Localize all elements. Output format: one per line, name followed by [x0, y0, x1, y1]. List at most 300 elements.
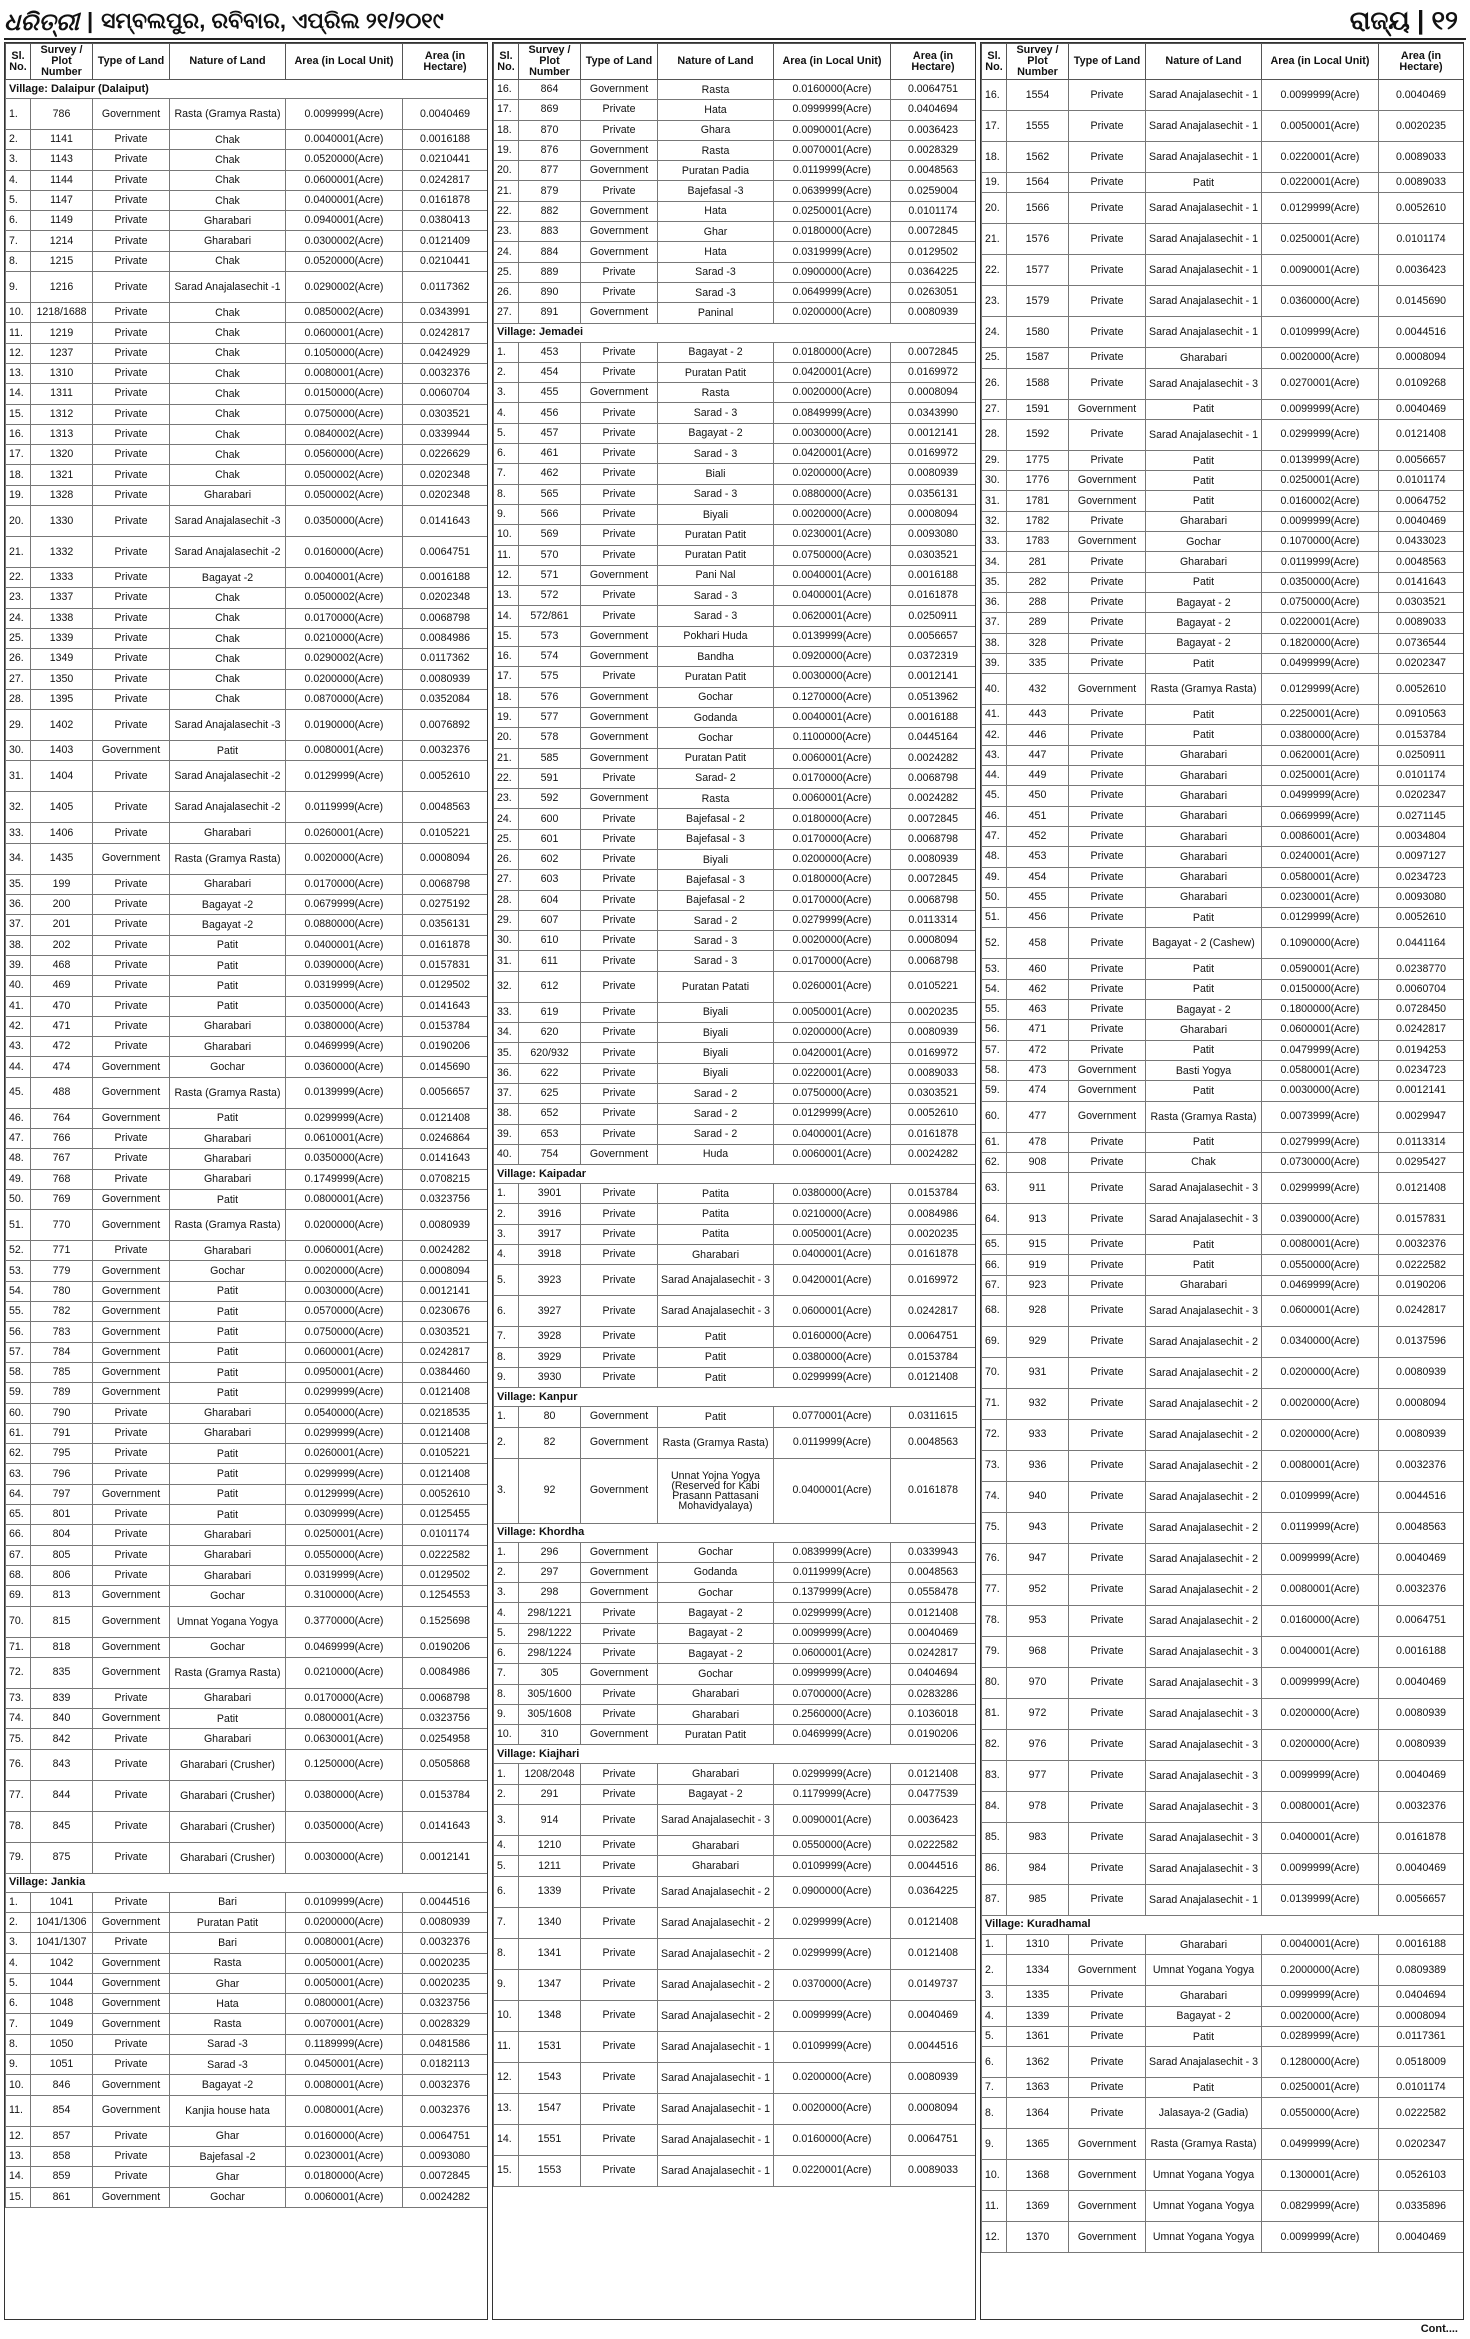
cell-land-nature: Sarad Anajalasechit - 2 [1146, 1388, 1262, 1419]
village-name: Village: Jankia [6, 1873, 488, 1892]
cell-area-local: 0.0750000(Acre) [774, 1083, 891, 1103]
cell-sl-no: 58. [6, 1362, 31, 1382]
cell-area-hectare: 0.0242817 [403, 323, 488, 343]
cell-area-hectare: 0.0380413 [403, 211, 488, 231]
cell-land-nature: Patit [658, 1327, 774, 1347]
cell-area-local: 0.0200000(Acre) [286, 1210, 403, 1241]
table-row [494, 626, 976, 646]
cell-area-hectare: 0.0032376 [403, 741, 488, 761]
cell-area-local: 0.0299999(Acre) [286, 1423, 403, 1443]
cell-area-hectare: 0.0032376 [403, 363, 488, 383]
cell-sl-no: 68. [982, 1295, 1007, 1326]
cell-sl-no: 74. [6, 1709, 31, 1729]
village-heading-row [494, 1745, 976, 1764]
cell-plot-number: 462 [519, 464, 581, 484]
cell-sl-no: 40. [6, 976, 31, 996]
cell-area-local: 0.0119999(Acre) [774, 1562, 891, 1582]
column-header-area-hectare: Area (in Hectare) [1379, 44, 1464, 80]
cell-land-nature: Bagayat - 2 [658, 342, 774, 362]
cell-area-local: 0.0119999(Acre) [774, 1427, 891, 1458]
cell-area-local: 0.0600001(Acre) [286, 1342, 403, 1362]
cell-land-nature: Gharabari [1146, 1020, 1262, 1040]
cell-land-type: Private [581, 1296, 658, 1327]
cell-sl-no: 74. [982, 1481, 1007, 1512]
table-row [6, 303, 488, 323]
cell-sl-no: 18. [6, 465, 31, 485]
cell-plot-number: 875 [31, 1842, 93, 1873]
column-header-sl-no: Sl. No. [494, 44, 519, 80]
table-row [6, 2075, 488, 2095]
cell-land-nature: Godanda [658, 1562, 774, 1582]
cell-land-nature: Sarad Anajalasechit - 1 [1146, 224, 1262, 255]
cell-sl-no: 5. [6, 190, 31, 210]
cell-sl-no: 3. [494, 1583, 519, 1603]
cell-plot-number: 1547 [519, 2093, 581, 2124]
cell-land-type: Private [581, 809, 658, 829]
table-row [6, 1637, 488, 1657]
table-row [6, 1606, 488, 1637]
cell-land-nature: Chak [170, 424, 286, 444]
table-row [982, 1955, 1464, 1986]
table-row [982, 674, 1464, 705]
cell-area-local: 0.0290002(Acre) [286, 272, 403, 303]
village-heading-row [494, 1388, 976, 1407]
cell-land-type: Private [1069, 2026, 1146, 2046]
cell-land-nature: Sarad Anajalasechit - 3 [1146, 1173, 1262, 1204]
cell-plot-number: 328 [1007, 633, 1069, 653]
cell-land-nature: Sarad Anajalasechit - 2 [1146, 1543, 1262, 1574]
cell-area-hectare: 0.0121408 [891, 1907, 976, 1938]
cell-area-hectare: 0.0032376 [403, 2095, 488, 2126]
table-row [982, 1986, 1464, 2006]
table-header-row [494, 44, 976, 80]
table-row [6, 1128, 488, 1148]
table-row [982, 745, 1464, 765]
cell-area-local: 0.0880000(Acre) [286, 915, 403, 935]
cell-area-local: 0.0060001(Acre) [774, 1144, 891, 1164]
cell-land-nature: Sarad - 2 [658, 1124, 774, 1144]
cell-plot-number: 474 [31, 1057, 93, 1077]
cell-sl-no: 65. [6, 1505, 31, 1525]
cell-area-local: 0.0150000(Acre) [1262, 979, 1379, 999]
cell-area-local: 0.0479999(Acre) [1262, 1040, 1379, 1060]
cell-area-local: 0.0050001(Acre) [774, 1224, 891, 1244]
cell-plot-number: 1395 [31, 689, 93, 709]
cell-plot-number: 1337 [31, 588, 93, 608]
cell-land-nature: Umnat Yogana Yogya [170, 1606, 286, 1637]
cell-plot-number: 457 [519, 423, 581, 443]
table-row [494, 1603, 976, 1623]
cell-sl-no: 7. [6, 2014, 31, 2034]
table-row [6, 384, 488, 404]
cell-area-hectare: 0.0080939 [403, 669, 488, 689]
cell-sl-no: 8. [6, 251, 31, 271]
cell-land-type: Private [581, 1969, 658, 2000]
table-row [494, 1367, 976, 1387]
cell-land-nature: Gharabari [1146, 1275, 1262, 1295]
cell-area-local: 0.0289999(Acre) [1262, 2026, 1379, 2046]
cell-land-type: Private [581, 525, 658, 545]
cell-land-type: Private [1069, 1040, 1146, 1060]
table-row [982, 1698, 1464, 1729]
table-row [982, 572, 1464, 592]
cell-area-hectare: 0.0910563 [1379, 705, 1464, 725]
cell-plot-number: 1339 [519, 1876, 581, 1907]
table-row [494, 1043, 976, 1063]
cell-plot-number: 463 [1007, 1000, 1069, 1020]
cell-area-hectare: 0.0141643 [403, 506, 488, 537]
cell-area-local: 0.0850002(Acre) [286, 303, 403, 323]
cell-sl-no: 21. [494, 181, 519, 201]
cell-plot-number: 843 [31, 1749, 93, 1780]
cell-area-local: 0.0099999(Acre) [1262, 1853, 1379, 1884]
cell-land-type: Private [581, 1623, 658, 1643]
cell-land-type: Private [581, 282, 658, 302]
cell-sl-no: 35. [494, 1043, 519, 1063]
cell-sl-no: 10. [982, 2160, 1007, 2191]
cell-sl-no: 30. [494, 931, 519, 951]
cell-land-nature: Biyali [658, 849, 774, 869]
cell-land-nature: Patita [658, 1204, 774, 1224]
cell-area-hectare: 0.0012141 [891, 667, 976, 687]
cell-plot-number: 296 [519, 1542, 581, 1562]
cell-land-type: Private [1069, 592, 1146, 612]
cell-area-hectare: 0.0068798 [891, 890, 976, 910]
cell-area-hectare: 0.0518009 [1379, 2047, 1464, 2078]
cell-land-type: Government [93, 1189, 170, 1209]
cell-sl-no: 27. [6, 669, 31, 689]
cell-sl-no: 38. [494, 1104, 519, 1124]
cell-area-hectare: 0.0048563 [891, 1427, 976, 1458]
cell-area-hectare: 0.0036423 [891, 120, 976, 140]
cell-land-type: Private [1069, 725, 1146, 745]
cell-land-type: Private [581, 829, 658, 849]
cell-area-hectare: 0.0323756 [403, 1994, 488, 2014]
table-row [982, 1934, 1464, 1954]
table-row [6, 761, 488, 792]
cell-plot-number: 943 [1007, 1512, 1069, 1543]
cell-plot-number: 1335 [1007, 1986, 1069, 2006]
cell-sl-no: 76. [982, 1543, 1007, 1574]
cell-area-hectare: 0.0044516 [403, 1892, 488, 1912]
cell-plot-number: 801 [31, 1505, 93, 1525]
cell-area-hectare: 0.0036423 [1379, 255, 1464, 286]
cell-area-local: 0.0080001(Acre) [286, 2095, 403, 2126]
cell-land-type: Private [1069, 1204, 1146, 1235]
cell-area-hectare: 0.0016188 [891, 707, 976, 727]
cell-land-type: Private [93, 761, 170, 792]
table-row [6, 1149, 488, 1169]
cell-land-nature: Biyali [658, 1023, 774, 1043]
cell-land-type: Private [581, 931, 658, 951]
cell-area-local: 0.0090001(Acre) [774, 1805, 891, 1836]
cell-area-hectare: 0.0040469 [1379, 1543, 1464, 1574]
cell-area-local: 0.0200000(Acre) [774, 849, 891, 869]
table-row [982, 826, 1464, 846]
cell-area-hectare: 0.0259004 [891, 181, 976, 201]
cell-area-hectare: 0.0161878 [403, 935, 488, 955]
cell-area-local: 0.0750000(Acre) [286, 1322, 403, 1342]
table-row [982, 173, 1464, 193]
cell-land-nature: Gharabari [170, 1525, 286, 1545]
cell-land-nature: Gharabari [1146, 511, 1262, 531]
cell-plot-number: 1783 [1007, 532, 1069, 552]
cell-land-nature: Patit [170, 1464, 286, 1484]
cell-area-local: 0.0420001(Acre) [774, 1265, 891, 1296]
cell-plot-number: 784 [31, 1342, 93, 1362]
table-row [494, 1938, 976, 1969]
cell-sl-no: 1. [494, 1542, 519, 1562]
cell-area-local: 0.0160002(Acre) [1262, 491, 1379, 511]
cell-area-local: 0.1090000(Acre) [1262, 928, 1379, 959]
cell-sl-no: 70. [982, 1357, 1007, 1388]
cell-land-type: Private [581, 1367, 658, 1387]
table-row [982, 1040, 1464, 1060]
cell-sl-no: 16. [494, 647, 519, 667]
cell-land-nature: Hata [658, 201, 774, 221]
cell-sl-no: 11. [494, 2031, 519, 2062]
table-row [494, 1623, 976, 1643]
table-row [6, 2187, 488, 2207]
cell-sl-no: 5. [494, 1623, 519, 1643]
cell-sl-no: 25. [982, 348, 1007, 368]
cell-land-type: Government [93, 1057, 170, 1077]
cell-land-type: Private [581, 181, 658, 201]
cell-land-type: Private [93, 485, 170, 505]
table-row [982, 1574, 1464, 1605]
cell-land-nature: Chak [170, 608, 286, 628]
cell-sl-no: 78. [6, 1811, 31, 1842]
cell-area-local: 0.0170000(Acre) [774, 951, 891, 971]
table-row [494, 2155, 976, 2186]
cell-area-local: 0.0119999(Acre) [286, 792, 403, 823]
cell-area-local: 0.0400001(Acre) [774, 1458, 891, 1523]
cell-area-local: 0.0180000(Acre) [774, 342, 891, 362]
village-heading-row [982, 1915, 1464, 1934]
cell-sl-no: 38. [6, 935, 31, 955]
cell-land-type: Private [581, 262, 658, 282]
cell-plot-number: 565 [519, 484, 581, 504]
cell-area-hectare: 0.0190206 [403, 1637, 488, 1657]
cell-plot-number: 915 [1007, 1235, 1069, 1255]
cell-area-hectare: 0.0275192 [403, 895, 488, 915]
cell-plot-number: 911 [1007, 1173, 1069, 1204]
cell-area-local: 0.0500002(Acre) [286, 465, 403, 485]
cell-area-hectare: 0.0080939 [891, 849, 976, 869]
cell-land-nature: Chak [170, 689, 286, 709]
cell-area-local: 0.0180000(Acre) [286, 2167, 403, 2187]
cell-land-nature: Gharabari [1146, 766, 1262, 786]
cell-area-local: 0.0220001(Acre) [774, 1063, 891, 1083]
cell-area-hectare: 0.0101174 [1379, 224, 1464, 255]
cell-area-hectare: 0.0048563 [891, 161, 976, 181]
cell-plot-number: 764 [31, 1108, 93, 1128]
cell-land-type: Private [1069, 1853, 1146, 1884]
cell-plot-number: 3916 [519, 1204, 581, 1224]
cell-plot-number: 432 [1007, 674, 1069, 705]
cell-plot-number: 1553 [519, 2155, 581, 2186]
cell-plot-number: 1543 [519, 2062, 581, 2093]
cell-sl-no: 35. [982, 572, 1007, 592]
cell-area-local: 0.1800000(Acre) [1262, 1000, 1379, 1020]
cell-plot-number: 281 [1007, 552, 1069, 572]
cell-area-hectare: 0.0060704 [403, 384, 488, 404]
cell-area-local: 0.0299999(Acre) [774, 1764, 891, 1784]
cell-area-local: 0.0800001(Acre) [286, 1709, 403, 1729]
cell-area-local: 0.0080001(Acre) [286, 363, 403, 383]
cell-land-nature: Puratan Patati [658, 971, 774, 1002]
cell-sl-no: 19. [494, 707, 519, 727]
cell-area-hectare: 0.0238770 [1379, 959, 1464, 979]
cell-land-nature: Sarad -3 [170, 2055, 286, 2075]
cell-area-local: 0.0570000(Acre) [286, 1302, 403, 1322]
village-heading-row [6, 1873, 488, 1892]
cell-plot-number: 202 [31, 935, 93, 955]
cell-area-local: 0.0750000(Acre) [774, 545, 891, 565]
cell-plot-number: 1313 [31, 424, 93, 444]
cell-sl-no: 4. [6, 1953, 31, 1973]
cell-area-hectare: 0.0101174 [1379, 2078, 1464, 2098]
table-row [6, 2014, 488, 2034]
cell-area-local: 0.0210000(Acre) [286, 1657, 403, 1688]
table-row [494, 1023, 976, 1043]
masthead-separator: | [86, 8, 94, 33]
cell-sl-no: 14. [494, 606, 519, 626]
cell-sl-no: 22. [6, 568, 31, 588]
cell-land-type: Private [1069, 1605, 1146, 1636]
column-header-land-type: Type of Land [93, 44, 170, 80]
cell-area-hectare: 0.0121408 [1379, 1173, 1464, 1204]
cell-land-type: Government [93, 1077, 170, 1108]
cell-area-hectare: 0.0024282 [891, 1144, 976, 1164]
cell-area-hectare: 0.0222582 [1379, 2098, 1464, 2129]
table-row [6, 1108, 488, 1128]
table-row [982, 1760, 1464, 1791]
cell-area-local: 0.0030000(Acre) [1262, 1081, 1379, 1101]
cell-sl-no: 34. [494, 1023, 519, 1043]
table-row [982, 2129, 1464, 2160]
cell-land-nature: Gharabari [170, 485, 286, 505]
cell-plot-number: 782 [31, 1302, 93, 1322]
cell-area-hectare: 0.0303521 [403, 404, 488, 424]
cell-land-type: Private [581, 1327, 658, 1347]
cell-area-hectare: 0.0202347 [1379, 653, 1464, 673]
cell-plot-number: 335 [1007, 653, 1069, 673]
cell-plot-number: 3917 [519, 1224, 581, 1244]
cell-land-type: Private [93, 1892, 170, 1912]
cell-plot-number: 1363 [1007, 2078, 1069, 2098]
cell-sl-no: 20. [494, 728, 519, 748]
cell-land-nature: Chak [170, 190, 286, 210]
cell-area-hectare: 0.0141643 [403, 1811, 488, 1842]
cell-land-nature: Sarad Anajalasechit - 1 [658, 2124, 774, 2155]
cell-area-local: 0.0299999(Acre) [774, 1603, 891, 1623]
cell-plot-number: 1365 [1007, 2129, 1069, 2160]
cell-land-nature: Patit [1146, 450, 1262, 470]
village-heading-row [494, 323, 976, 342]
cell-land-nature: Bari [170, 1892, 286, 1912]
cell-land-type: Private [1069, 224, 1146, 255]
cell-land-type: Government [581, 1664, 658, 1684]
cell-plot-number: 469 [31, 976, 93, 996]
cell-land-type: Private [1069, 908, 1146, 928]
cell-land-type: Private [93, 343, 170, 363]
cell-sl-no: 8. [494, 1684, 519, 1704]
table-row [982, 1357, 1464, 1388]
cell-sl-no: 9. [6, 272, 31, 303]
cell-sl-no: 53. [982, 959, 1007, 979]
cell-plot-number: 984 [1007, 1853, 1069, 1884]
cell-area-hectare: 0.0016188 [403, 568, 488, 588]
cell-sl-no: 4. [494, 1603, 519, 1623]
cell-land-type: Private [581, 444, 658, 464]
table-row [6, 1780, 488, 1811]
cell-area-hectare: 0.0052610 [403, 1484, 488, 1504]
cell-area-hectare: 0.0052610 [403, 761, 488, 792]
cell-plot-number: 611 [519, 951, 581, 971]
cell-plot-number: 882 [519, 201, 581, 221]
cell-area-hectare: 0.0242817 [1379, 1020, 1464, 1040]
cell-sl-no: 29. [6, 710, 31, 741]
cell-sl-no: 77. [6, 1780, 31, 1811]
cell-area-hectare: 0.0109268 [1379, 368, 1464, 399]
cell-sl-no: 23. [982, 286, 1007, 317]
cell-plot-number: 978 [1007, 1791, 1069, 1822]
cell-sl-no: 8. [494, 1938, 519, 1969]
cell-plot-number: 770 [31, 1210, 93, 1241]
cell-sl-no: 77. [982, 1574, 1007, 1605]
cell-sl-no: 54. [6, 1281, 31, 1301]
cell-land-nature: Chak [170, 628, 286, 648]
cell-area-hectare: 0.0141643 [1379, 572, 1464, 592]
cell-land-type: Private [1069, 613, 1146, 633]
cell-area-local: 0.0250001(Acre) [1262, 766, 1379, 786]
cell-sl-no: 47. [982, 826, 1007, 846]
cell-sl-no: 81. [982, 1698, 1007, 1729]
cell-sl-no: 27. [494, 870, 519, 890]
cell-land-type: Private [1069, 1235, 1146, 1255]
cell-land-type: Government [93, 1586, 170, 1606]
cell-land-nature: Gochar [658, 1583, 774, 1603]
cell-area-hectare: 0.0080939 [1379, 1729, 1464, 1760]
cell-plot-number: 864 [519, 80, 581, 100]
cell-area-local: 0.0040001(Acre) [286, 568, 403, 588]
cell-area-local: 0.0849999(Acre) [774, 403, 891, 423]
table-row [6, 935, 488, 955]
table-row [494, 504, 976, 524]
cell-land-nature: Gharabari [658, 1684, 774, 1704]
cell-land-type: Private [1069, 1934, 1146, 1954]
cell-land-nature: Gharabari [1146, 745, 1262, 765]
table-row [6, 1913, 488, 1933]
cell-area-hectare: 0.0008094 [891, 383, 976, 403]
cell-area-local: 0.0099999(Acre) [774, 2000, 891, 2031]
cell-land-nature: Gharabari (Crusher) [170, 1749, 286, 1780]
cell-area-hectare: 0.0012141 [403, 1842, 488, 1873]
cell-land-type: Private [1069, 80, 1146, 111]
table-row [494, 1063, 976, 1083]
cell-area-local: 0.0170000(Acre) [774, 768, 891, 788]
cell-land-type: Government [581, 242, 658, 262]
cell-land-type: Private [1069, 1000, 1146, 1020]
cell-area-local: 0.0200000(Acre) [774, 2062, 891, 2093]
cell-area-local: 0.0800001(Acre) [286, 1189, 403, 1209]
table-row [982, 1729, 1464, 1760]
table-row [494, 1265, 976, 1296]
cell-area-local: 0.0119999(Acre) [774, 161, 891, 181]
cell-sl-no: 66. [982, 1255, 1007, 1275]
cell-area-hectare: 0.0052610 [1379, 193, 1464, 224]
